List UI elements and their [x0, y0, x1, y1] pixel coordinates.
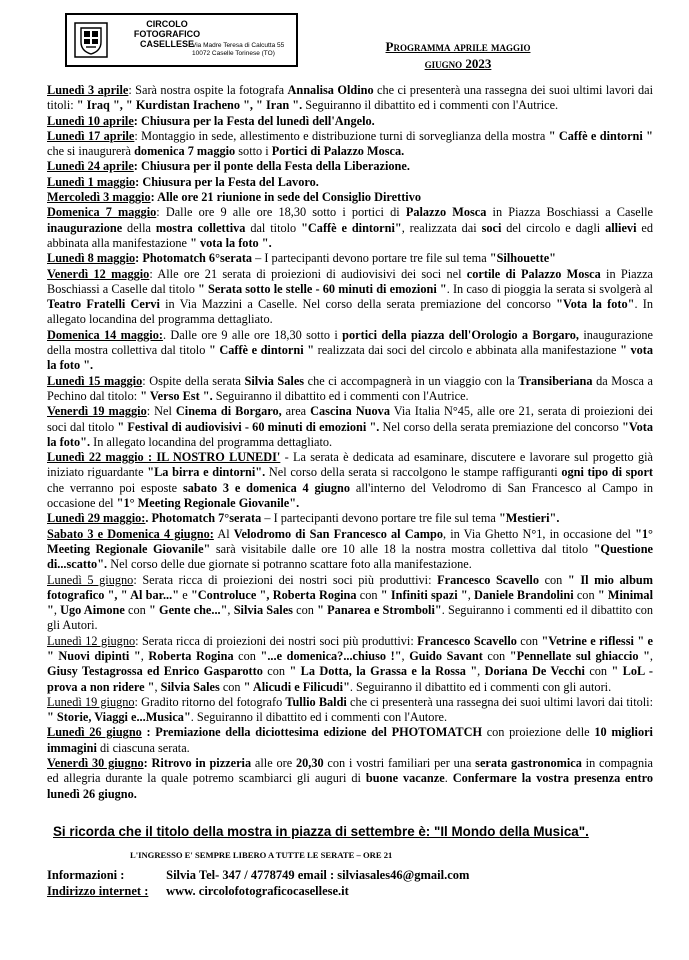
schedule-entry: [47, 190, 653, 205]
entry-text: con: [356, 587, 381, 602]
entry-text: "Vota la foto".: [47, 419, 653, 449]
club-name-line-1: CIRCOLO: [146, 19, 188, 29]
entry-text: Doriana De Vecchi: [484, 664, 585, 679]
entry-text: – I partecipanti devono portare tre file sul tema: [252, 251, 490, 266]
entry-text: . Seguiranno i commenti ed il dibattito con gli Autori.: [47, 603, 653, 633]
entry-text: " Caffè e dintorni ": [208, 343, 315, 358]
entry-text: " La Dotta, la Grassa e la Rossa ": [289, 664, 478, 679]
entry-text: che ci presenterà una rassegna dei suoi ultimi lavori dai titoli:: [47, 83, 653, 113]
entry-text: : Dalle ore 9 alle ore 18,30 sotto i portici di: [156, 205, 406, 220]
entry-text: Seguiranno il dibattito ed i commenti con l'Autrice.: [212, 388, 469, 403]
entry-text: soci: [481, 220, 502, 235]
entry-text: : Ospite della serata: [142, 373, 245, 388]
entry-text: " Minimal ": [47, 587, 653, 618]
entry-text: della: [122, 220, 156, 235]
entry-text: "1° Meeting Regionale Giovanile".: [116, 496, 300, 511]
entry-date: Sabato 3 e Domenica 4 giugno:: [47, 526, 214, 541]
entry-text: realizzata dai soci del circolo e abbinata alla manifestazione: [314, 343, 621, 358]
entry-text: ed abbinata alla manifestazione: [47, 220, 653, 250]
entry-text: : Gradito ritorno del fotografo: [134, 694, 286, 709]
entry-date: Lunedì 26 giugno: [47, 725, 142, 740]
entry-text: "Silhouette": [489, 251, 557, 266]
entry-text: in compagnia ed allegria durante la quale potremo scambiarci gli auguri di: [47, 756, 653, 786]
entry-text: con: [292, 603, 318, 618]
schedule-entry: [47, 129, 653, 160]
entry-text: allievi: [605, 220, 637, 235]
contact-info-row: [47, 868, 607, 883]
entry-text: ,: [477, 664, 485, 679]
entry-text: cortile di Palazzo Mosca: [466, 266, 601, 281]
entry-text: Nel corso delle due giornate si potranno scattare foto alla manifestazione.: [107, 557, 472, 572]
entry-text: sotto i: [235, 144, 272, 159]
entry-date: Lunedì 10 aprile: [47, 113, 134, 128]
entry-text: " Infiniti spazi ": [380, 587, 468, 602]
entry-text: : Chiusura per la Festa del lunedì dell'Angelo.: [133, 113, 375, 128]
entry-text: con: [573, 587, 598, 602]
entry-text: Silvia Sales: [244, 373, 305, 388]
entry-text: con: [124, 603, 149, 618]
entry-text: "Controluce ",: [190, 587, 270, 602]
programme-title: [343, 38, 573, 72]
entry-text: domenica 7 maggio: [134, 144, 236, 159]
entry-text: " Caffè e dintorni ": [548, 128, 653, 143]
entry-text: Teatro Fratelli Cervi: [47, 297, 160, 312]
entry-text: che ci presenterà una rassegna dei suoi ultimi lavori dai titoli:: [346, 694, 654, 709]
entry-text: Confermare la vostra presenza entro lunedì 26 giugno.: [47, 771, 654, 801]
entry-text: , in Via Ghetto N°1, in occasione del: [443, 526, 636, 541]
entry-date: Lunedì 8 maggio: [47, 251, 136, 266]
entry-text: con: [584, 664, 612, 679]
entry-text: "1° Meeting Regionale Giovanile": [47, 526, 653, 556]
schedule-entry: [47, 83, 653, 114]
entry-text: - La serata è dedicata ad esaminare, discutere e lavorare sul progetto già iniziato riguardante: [47, 450, 653, 480]
schedule-entry: [47, 114, 653, 129]
schedule-entry: [47, 695, 653, 726]
free-entry-notice: L'INGRESSO E' SEMPRE LIBERO A TUTTE LE SERATE – ORE 21: [130, 850, 393, 860]
entry-date: Lunedì 15 maggio: [47, 373, 143, 388]
entry-text: Francesco Scavello: [417, 633, 517, 648]
entry-text: " Iraq ", " Kurdistan Iracheno ", " Iran ".: [76, 98, 303, 113]
entry-date: Lunedì 19 giugno: [47, 694, 135, 709]
entry-text: Nel corso della serata si raccolgono le stampe raffiguranti: [265, 465, 562, 480]
entry-text: . Seguiranno il dibattito ed i commenti con gli autori.: [349, 679, 612, 694]
entry-text: ogni tipo di sport: [561, 465, 653, 480]
entry-text: – I partecipanti devono portare tre file sul tema: [261, 511, 499, 526]
entry-text: Roberta Rogina: [148, 648, 234, 663]
entry-text: in Via Mazzini a Caselle. Nel corso della serata premiazione del concorso: [159, 297, 557, 312]
club-logo: [65, 13, 298, 67]
schedule-entry: [47, 511, 653, 526]
entry-text: : Nel: [146, 404, 176, 419]
entry-text: : Premiazione della diciottesima edizione del PHOTOMATCH: [141, 725, 483, 740]
entry-text: : Photomatch 6°serata: [135, 251, 253, 266]
schedule-entry: [47, 159, 653, 174]
entry-date: Lunedì 12 giugno: [47, 633, 136, 648]
entry-text: Via Italia N°45, alle ore 21, serata di proiezioni dei soci dal titolo: [47, 404, 653, 434]
entry-text: con i vostri familiari per una: [323, 756, 476, 771]
schedule-entry: [47, 634, 653, 695]
entry-text: " Gente che...": [148, 603, 228, 618]
entry-text: " vota la foto ".: [47, 343, 654, 373]
entry-text: con: [538, 572, 568, 587]
entry-text: " Il mio album fotografico ", " Al bar...": [47, 572, 654, 602]
entry-text: . In caso di pioggia la serata si svolgerà al: [446, 281, 653, 296]
entry-text: serata gastronomica: [475, 756, 582, 771]
entry-text: con: [516, 633, 542, 648]
entry-text: " Verso Est ".: [140, 388, 213, 403]
entry-text: : Alle ore 21 riunione in sede del Consiglio Direttivo: [150, 190, 422, 205]
entry-text: Ugo Aimone: [60, 603, 125, 618]
entry-text: che ci accompagnerà in un viaggio con la: [304, 373, 519, 388]
entry-text: "La birra e dintorni".: [147, 465, 266, 480]
entry-text: : Serata ricca di proiezioni dei nostri soci più produttivi:: [135, 633, 418, 648]
website-row: [47, 884, 607, 899]
entry-text: che si inaugurerà: [47, 144, 135, 159]
club-address: [192, 42, 300, 58]
entry-text: . In allegato locandina del programma dettagliato.: [47, 297, 653, 327]
entry-text: con: [219, 679, 244, 694]
entry-text: inaugurazione della mostra collettiva dal titolo: [47, 327, 654, 358]
entry-text: : Ritrovo in pizzeria: [143, 756, 252, 771]
entry-text: Nel corso della serata premiazione del concorso: [379, 419, 622, 434]
entry-text: : Chiusura per il ponte della Festa della Liberazione.: [133, 159, 410, 174]
entry-text: ,: [649, 648, 653, 663]
entry-date: Venerdì 30 giugno: [47, 756, 144, 771]
entry-text: " LoL - prova a non ridere ": [47, 664, 654, 694]
entry-text: , realizzata dai: [401, 220, 482, 235]
entry-text: con: [233, 648, 261, 663]
entry-text: che verranno poi esposte: [47, 480, 183, 495]
entry-text: ,: [401, 648, 410, 663]
entry-text: Cinema di Borgaro,: [175, 404, 282, 419]
entry-text: " vota la foto ".: [190, 235, 272, 250]
entry-text: inaugurazione: [47, 220, 123, 235]
schedule-entry: [47, 267, 653, 328]
programme-title-line-1: Programma aprile maggio: [385, 39, 531, 54]
club-address-line-2: 10072 Caselle Torinese (TO): [192, 50, 275, 57]
entry-text: Guido Savant: [409, 648, 483, 663]
entry-text: mostra collettiva: [155, 220, 246, 235]
entry-date: Venerdì 19 maggio: [47, 404, 147, 419]
entry-text: sabato 3 e domenica 4 giugno: [182, 480, 351, 495]
entry-date: Venerdì 12 maggio: [47, 266, 150, 281]
entry-text: ,: [154, 679, 161, 694]
entry-text: ,: [53, 603, 61, 618]
entry-text: . Photomatch 7°serata: [145, 511, 262, 526]
entry-text: 20,30: [295, 756, 324, 771]
club-name-line-3: CASELLESE: [139, 39, 194, 49]
entry-text: Transiberiana: [518, 373, 593, 388]
exhibition-reminder: Si ricorda che il titolo della mostra in piazza di settembre è: "Il Mondo della Musica".: [53, 824, 589, 839]
entry-text: In allegato locandina del programma dettagliato.: [90, 434, 333, 449]
entry-text: dal titolo: [245, 220, 302, 235]
entry-text: con: [262, 664, 290, 679]
schedule-entry: [47, 328, 653, 374]
emblem-icon: [73, 21, 109, 59]
entry-text: Velodromo di San Francesco al Campo: [233, 526, 443, 541]
entry-text: : Alle ore 21 serata di proiezioni di audiovisivi dei soci nel: [149, 266, 467, 281]
entry-text: : Chiusura per la Festa del Lavoro.: [135, 174, 319, 189]
entry-date: Lunedì 1 maggio: [47, 174, 136, 189]
entry-text: Al: [213, 526, 234, 541]
schedule-entry: [47, 573, 653, 634]
info-label: Informazioni :: [47, 868, 125, 882]
entry-text: in Piazza Boschiassi a Caselle dal titolo: [47, 266, 653, 296]
entry-text: "Pennellate sul ghiaccio ": [509, 648, 650, 663]
entry-text: "Vota la foto": [556, 297, 635, 312]
entry-text: Cascina Nuova: [310, 404, 390, 419]
entry-text: " Serata sotto le stelle - 60 minuti di emozioni ": [198, 281, 447, 296]
entry-text: portici della piazza dell'Orologio a Borgaro,: [342, 327, 579, 342]
entry-date: Domenica 7 maggio: [47, 205, 157, 220]
entry-text: Palazzo Mosca: [405, 205, 487, 220]
entry-text: con proiezione delle: [482, 725, 595, 740]
entry-text: sarà visitabile dalle ore 10 alle 18 la nostra mostra collettiva dal titolo: [210, 541, 594, 556]
entry-text: Giusy Testagrossa ed Enrico Gasparotto: [47, 664, 263, 679]
entry-text: Francesco Scavello: [437, 572, 539, 587]
entry-text: " Storie, Viaggi e...Musica": [47, 710, 191, 725]
entry-text: di ciascuna serata.: [96, 740, 190, 755]
entry-date: Mercoledì 3 maggio: [47, 190, 151, 205]
entry-date: Lunedì 24 aprile: [47, 159, 134, 174]
entry-text: " Festival di audiovisivi - 60 minuti di emozioni ".: [117, 419, 380, 434]
schedule-entry: [47, 527, 653, 573]
entry-text: Portici di Palazzo Mosca.: [271, 144, 405, 159]
schedule-entry: [47, 404, 653, 450]
schedule-entry: [47, 725, 653, 756]
entry-text: Seguiranno il dibattito ed i commenti con l'Autrice.: [302, 98, 559, 113]
entry-text: buone vacanze: [365, 771, 445, 786]
programme-title-line-2: giugno 2023: [424, 56, 492, 71]
entry-text: ,: [227, 603, 234, 618]
entry-date: Lunedì 22 maggio : IL NOSTRO LUNEDI': [47, 450, 281, 465]
entry-text: Annalisa Oldino: [287, 83, 374, 97]
entry-text: "Vetrine e riflessi " e " Nuovi dipinti ": [47, 633, 654, 663]
entry-text: " Alicudi e Filicudi": [243, 679, 350, 694]
website-value: www. circolofotograficocasellese.it: [166, 884, 349, 898]
schedule-entry: [47, 251, 653, 266]
schedule-entry: [47, 450, 653, 511]
club-address-line-1: Via Madre Teresa di Calcutta 55: [192, 42, 285, 49]
entry-text: Silvia Sales: [160, 679, 220, 694]
entry-text: Silvia Sales: [233, 603, 293, 618]
entry-text: all'interno del Velodromo di San Francesco al Campo in occasione del: [47, 480, 653, 511]
entry-text: ,: [140, 648, 149, 663]
schedule-entry: [47, 175, 653, 190]
entry-text: Roberta Rogina: [272, 587, 357, 602]
entry-date: Lunedì 5 giugno: [47, 572, 134, 587]
entry-text: : Sarà nostra ospite la fotografa: [128, 83, 288, 97]
schedule-entries: [47, 83, 653, 802]
entry-date: Domenica 14 maggio:: [47, 327, 163, 342]
entry-text: area: [281, 404, 311, 419]
entry-text: con: [482, 648, 510, 663]
entry-text: del circolo e dagli: [501, 220, 606, 235]
entry-text: da Mosca a Pechino dal titolo:: [47, 373, 654, 403]
schedule-entry: [47, 205, 653, 251]
entry-text: : Serata ricca di proiezioni dei nostri soci più produttivi:: [133, 572, 438, 587]
club-name-line-2: FOTOGRAFICO: [133, 29, 201, 39]
entry-text: alle ore: [251, 756, 296, 771]
entry-text: . Dalle ore 9 alle ore 18,30 sotto i: [162, 327, 343, 342]
schedule-entry: [47, 374, 653, 405]
entry-text: e: [179, 587, 191, 602]
website-label: Indirizzo internet :: [47, 884, 149, 898]
entry-text: Tullio Baldi: [285, 694, 347, 709]
entry-text: "Questione di...scatto".: [47, 541, 653, 572]
entry-text: : Montaggio in sede, allestimento e distribuzione turni di sorveglianza della mostra: [134, 128, 549, 143]
info-value: Silvia Tel- 347 / 4778749 email : silviasales46@gmail.com: [166, 868, 470, 882]
entry-text: "...e domenica?...chiuso !": [260, 648, 402, 663]
entry-text: " Panarea e Stromboli": [317, 603, 442, 618]
entry-text: ,: [467, 587, 475, 602]
entry-text: .: [444, 771, 453, 786]
entry-text: Daniele Brandolini: [474, 587, 574, 602]
entry-date: Lunedì 3 aprile: [47, 83, 129, 97]
entry-text: in Piazza Boschiassi a Caselle: [486, 205, 654, 220]
entry-text: "Caffè e dintorni": [301, 220, 402, 235]
entry-date: Lunedì 29 maggio:: [47, 511, 146, 526]
entry-text: 10 migliori immagini: [47, 725, 653, 755]
entry-text: "Mestieri".: [498, 511, 560, 526]
entry-date: Lunedì 17 aprile: [47, 128, 135, 143]
schedule-entry: [47, 756, 653, 802]
entry-text: . Seguiranno il dibattito ed i commenti con l'Autore.: [190, 710, 448, 725]
